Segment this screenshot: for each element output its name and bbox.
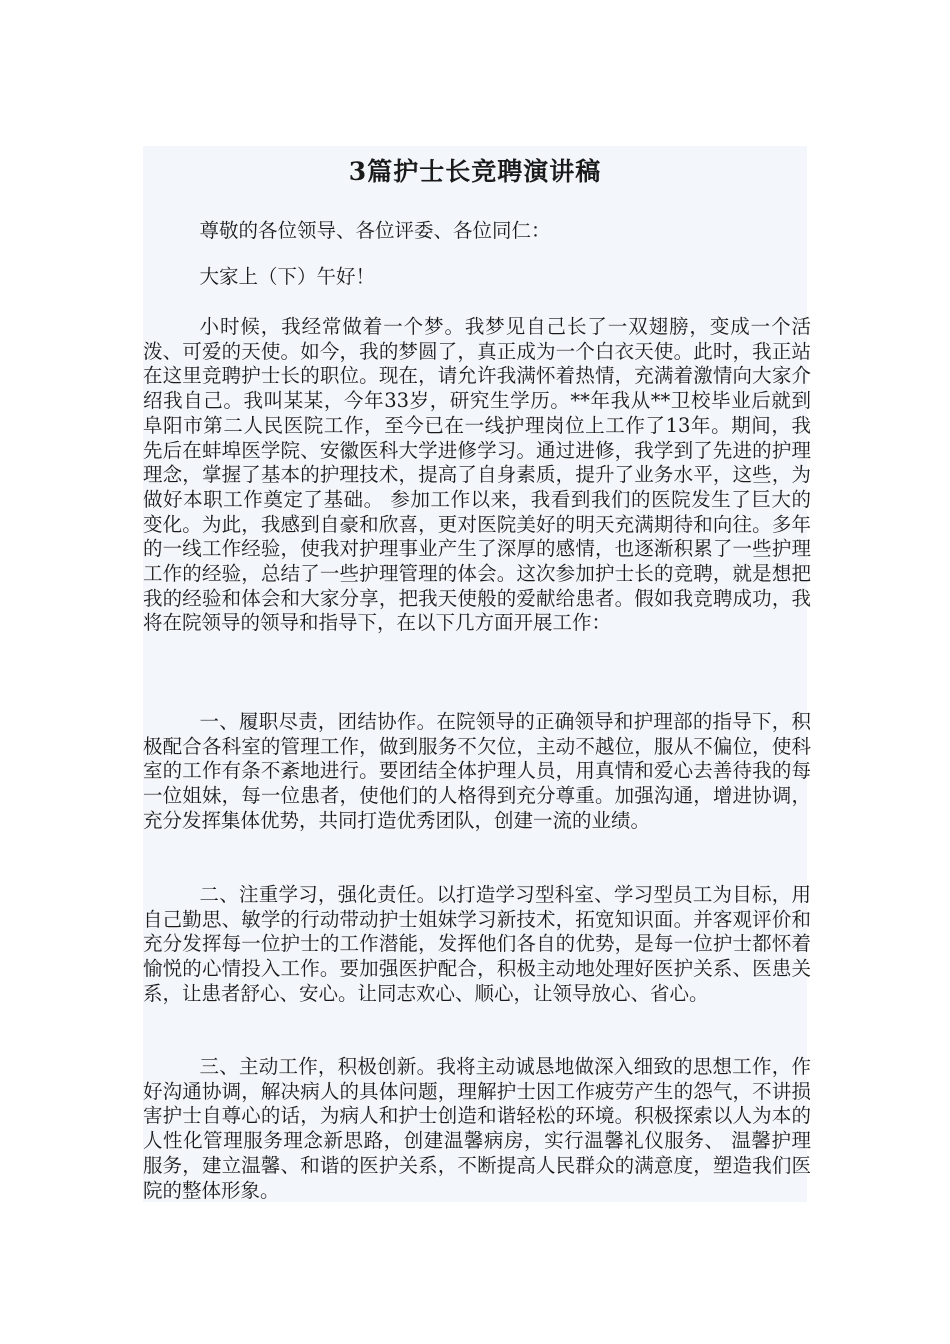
paragraph-point-one: 一、履职尽责，团结协作。在院领导的正确领导和护理部的指导下，积极配合各科室的管理工作，做到服务不欠位，主动不越位，服从不偏位，使科室的工作有条不紊地进行。要团结全体护理人员，用真情和爱心去善待我的每一位姐妹，每一位患者，使他们的人格得到充分尊重。加强沟通，增进协调，充分发挥集体优势，共同打造优秀团队，创建一流的业绩。	[143, 710, 811, 832]
greeting-line: 尊敬的各位领导、各位评委、各位同仁：	[199, 219, 551, 242]
paragraph-introduction: 小时候，我经常做着一个梦。我梦见自己长了一双翅膀，变成一个活泼、可爱的天使。如今，我的梦圆了，真正成为一个白衣天使。此时，我正站在这里竞聘护士长的职位。现在，请允许我满怀着热情，充满着激情向大家介绍我自己。我叫某某，今年33岁，研究生学历。**年我从**卫校毕业后就到阜阳市第二人民医院工作，至今已在一线护理岗位上工作了13年。期间，我先后在蚌埠医学院、安徽医科大学进修学习。通过进修，我学到了先进的护理理念，掌握了基本的护理技术，提高了自身素质，提升了业务水平，这些，为做好本职工作奠定了基础。 参加工作以来，我看到我们的医院发生了巨大的变化。为此，我感到自豪和欣喜，更对医院美好的明天充满期待和向往。多年的一线工作经验，使我对护理事业产生了深厚的感情，也逐渐积累了一些护理工作的经验，总结了一些护理管理的体会。这次参加护士长的竞聘，就是想把我的经验和体会和大家分享，把我天使般的爱献给患者。假如我竞聘成功，我将在院领导的领导和指导下，在以下几方面开展工作：	[143, 315, 811, 635]
paragraph-point-three: 三、主动工作，积极创新。我将主动诚恳地做深入细致的思想工作，作好沟通协调，解决病人的具体问题，理解护士因工作疲劳产生的怨气，不讲损害护士自尊心的话，为病人和护士创造和谐轻松的环境。积极探索以人为本的人性化管理服务理念新思路，创建温馨病房，实行温馨礼仪服务、 温馨护理服务，建立温馨、和谐的医护关系，不断提高人民群众的满意度，塑造我们医院的整体形象。	[143, 1055, 811, 1202]
text-highlight-region	[143, 146, 807, 1202]
paragraph-point-two: 二、注重学习，强化责任。以打造学习型科室、学习型员工为目标，用自己勤思、敏学的行动带动护士姐妹学习新技术，拓宽知识面。并客观评价和充分发挥每一位护士的工作潜能，发挥他们各自的优势，是每一位护士都怀着愉悦的心情投入工作。要加强医护配合，积极主动地处理好医护关系、医患关系，让患者舒心、安心。让同志欢心、顺心，让领导放心、省心。	[143, 883, 811, 1005]
document-title: 3篇护士长竞聘演讲稿	[348, 157, 602, 186]
salutation-line: 大家上（下）午好！	[199, 265, 376, 288]
